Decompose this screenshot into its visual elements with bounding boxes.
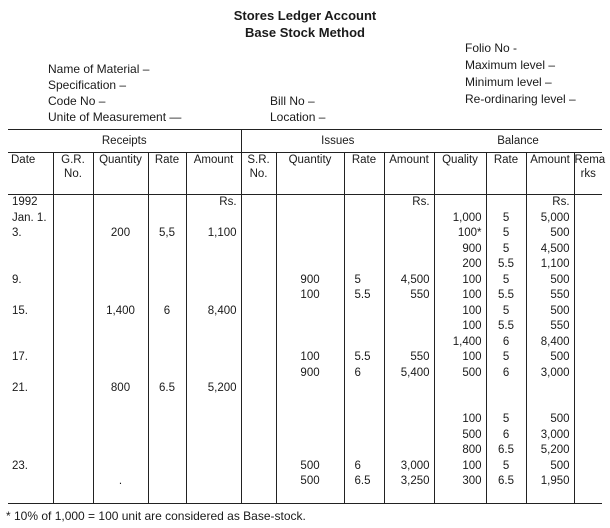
ledger-line-iss_amount xyxy=(385,443,434,459)
gr-cell xyxy=(53,195,93,504)
receipt-quantity-cell xyxy=(93,195,148,504)
ledger-line-rec_rate xyxy=(149,397,186,413)
ledger-line-bal_rate: 5 xyxy=(502,304,510,317)
ledger-line-rec_amount xyxy=(187,288,241,304)
ledger-line-iss_amount: Rs. xyxy=(412,196,430,208)
ledger-line-rec_amount xyxy=(187,412,241,428)
ledger-line-rec_qty xyxy=(94,397,148,413)
ledger-line-bal_qty: 100 xyxy=(462,413,482,425)
ledger-line-date: 9. xyxy=(12,273,22,286)
ledger-line-bal_amount: 500 xyxy=(550,351,570,363)
ledger-line-iss_rate: 6 xyxy=(354,459,361,472)
ledger-line-iss_amount: 3,250 xyxy=(400,475,430,487)
ledger-line-sr xyxy=(242,211,276,227)
ledger-line-rec_qty xyxy=(94,443,148,459)
ledger-line-rec_qty xyxy=(94,288,148,304)
document-subtitle: Base Stock Method xyxy=(245,25,365,40)
ledger-line-iss_amount xyxy=(385,257,434,273)
ledger-line-iss_qty xyxy=(277,319,344,335)
ledger-line-bal_qty: 100 xyxy=(462,459,482,472)
ledger-line-sr xyxy=(242,195,276,211)
ledger-line-iss_amount xyxy=(385,319,434,335)
ledger-line-rec_amount: Rs. xyxy=(219,196,237,208)
ledger-line-iss_amount xyxy=(385,211,434,227)
ledger-line-bal_amount: 1,950 xyxy=(540,475,570,487)
ledger-line-iss_qty xyxy=(277,242,344,258)
ledger-line-gr xyxy=(54,195,93,211)
ledger-line-sr xyxy=(242,226,276,242)
ledger-line-rec_rate: 5,5 xyxy=(159,227,175,239)
ledger-line-date xyxy=(8,335,53,351)
ledger-line-bal_amount: 3,000 xyxy=(540,366,570,379)
ledger-line-iss_amount: 550 xyxy=(410,289,430,301)
ledger-line-gr xyxy=(54,350,93,366)
ledger-line-date: 23. xyxy=(12,459,28,472)
col-receipt-rate: Rate xyxy=(148,153,186,195)
ledger-line-sr xyxy=(242,474,276,490)
ledger-line-rec_rate xyxy=(149,335,186,351)
ledger-line-sr xyxy=(242,288,276,304)
ledger-line-rec_amount xyxy=(187,443,241,459)
document-title: Stores Ledger Account xyxy=(233,8,377,23)
ledger-line-rec_rate xyxy=(149,211,186,227)
ledger-line-iss_amount xyxy=(385,412,434,428)
ledger-line-gr xyxy=(54,443,93,459)
ledger-line-bal_qty: 100 xyxy=(462,273,482,286)
ledger-line-remarks xyxy=(575,273,603,289)
ledger-line-gr xyxy=(54,366,93,382)
ledger-line-sr xyxy=(242,335,276,351)
ledger-line-iss_qty xyxy=(277,304,344,320)
col-remarks-line2: rks xyxy=(580,168,596,180)
ledger-line-rec_qty xyxy=(94,273,148,289)
ledger-line-remarks xyxy=(575,319,603,335)
ledger-line-iss_qty xyxy=(277,397,344,413)
ledger-line-iss_rate xyxy=(345,381,384,397)
ledger-line-rec_rate xyxy=(149,242,186,258)
ledger-line-sr xyxy=(242,242,276,258)
ledger-line-rec_qty xyxy=(94,195,148,211)
ledger-line-bal_amount: 1,100 xyxy=(540,258,570,270)
ledger-line-bal_amount xyxy=(527,397,574,413)
ledger-line-bal_qty xyxy=(435,195,486,211)
ledger-line-gr xyxy=(54,273,93,289)
ledger-line-bal_amount: Rs. xyxy=(552,196,570,208)
ledger-line-rec_amount xyxy=(187,397,241,413)
ledger-line-iss_rate xyxy=(345,443,384,459)
ledger-line-gr xyxy=(54,428,93,444)
ledger-line-bal_qty: 100 xyxy=(462,304,482,317)
col-balance-amount: Amount xyxy=(526,153,574,195)
date-cell xyxy=(8,195,53,504)
ledger-line-remarks xyxy=(575,366,603,382)
ledger-line-rec_qty xyxy=(94,350,148,366)
ledger-line-sr xyxy=(242,428,276,444)
folio-no-label: Folio No - xyxy=(465,41,518,55)
ledger-line-rec_rate xyxy=(149,459,186,475)
ledger-line-iss_amount xyxy=(385,428,434,444)
ledger-line-iss_qty xyxy=(277,211,344,227)
ledger-line-gr xyxy=(54,319,93,335)
ledger-line-rec_qty xyxy=(94,366,148,382)
col-issue-quantity: Quantity xyxy=(276,153,344,195)
ledger-line-rec_amount: 8,400 xyxy=(207,304,237,317)
ledger-line-bal_qty: 900 xyxy=(462,242,482,255)
ledger-line-iss_qty xyxy=(277,428,344,444)
ledger-line-bal_rate: 6 xyxy=(502,366,510,379)
ledger-line-gr xyxy=(54,288,93,304)
col-balance-rate: Rate xyxy=(486,153,526,195)
ledger-line-sr xyxy=(242,443,276,459)
ledger-line-bal_amount: 500 xyxy=(550,459,570,472)
receipts-group-header: Receipts xyxy=(8,130,241,153)
ledger-line-rec_amount xyxy=(187,428,241,444)
ledger-line-bal_amount: 500 xyxy=(550,227,570,239)
ledger-line-remarks xyxy=(575,381,603,397)
ledger-line-bal_amount: 500 xyxy=(550,413,570,425)
ledger-line-iss_amount: 4,500 xyxy=(400,273,430,286)
ledger-line-date: 17. xyxy=(12,351,28,363)
name-of-material-label: Name of Material – xyxy=(48,62,150,76)
ledger-line-date: 1992 xyxy=(12,196,38,208)
ledger-line-rec_qty xyxy=(94,257,148,273)
ledger-line-rec_qty: 800 xyxy=(110,382,131,394)
ledger-line-iss_qty xyxy=(277,257,344,273)
ledger-line-bal_rate: 5.5 xyxy=(498,289,515,301)
ledger-line-iss_amount xyxy=(385,304,434,320)
col-issue-rate: Rate xyxy=(344,153,384,195)
col-gr-no-line1: G.R. xyxy=(61,154,85,166)
ledger-line-bal_qty: 300 xyxy=(462,475,482,487)
ledger-line-rec_rate xyxy=(149,366,186,382)
location-label: Location – xyxy=(270,110,326,124)
col-sr-no-line2: No. xyxy=(249,168,268,180)
col-receipt-quantity: Quantity xyxy=(93,153,148,195)
ledger-line-remarks xyxy=(575,304,603,320)
ledger-line-bal_rate: 5.5 xyxy=(498,258,515,270)
code-no-label: Code No – xyxy=(48,94,106,108)
ledger-line-rec_qty xyxy=(94,412,148,428)
ledger-line-bal_rate: 6 xyxy=(502,335,510,348)
ledger-line-remarks xyxy=(575,226,603,242)
ledger-line-rec_rate xyxy=(149,412,186,428)
ledger-line-remarks xyxy=(575,474,603,490)
footnote: * 10% of 1,000 = 100 unit are considered as Base-stock. xyxy=(6,509,306,523)
issues-group-header: Issues xyxy=(241,130,434,153)
col-gr-no-line2: No. xyxy=(64,168,82,180)
ledger-line-date xyxy=(8,428,53,444)
issue-quantity-cell xyxy=(276,195,344,504)
ledger-line-bal_qty: 1,000 xyxy=(452,211,482,224)
ledger-line-gr xyxy=(54,304,93,320)
ledger-line-iss_rate xyxy=(345,195,384,211)
ledger-line-bal_amount: 4,500 xyxy=(540,242,570,255)
ledger-line-bal_qty xyxy=(435,397,486,413)
ledger-line-iss_rate xyxy=(345,335,384,351)
ledger-line-bal_rate: 5.5 xyxy=(498,320,515,332)
ledger-line-date xyxy=(8,366,53,382)
ledger-line-rec_amount xyxy=(187,350,241,366)
ledger-line-rec_amount xyxy=(187,273,241,289)
ledger-line-remarks xyxy=(575,397,603,413)
ledger-line-iss_rate: 5.5 xyxy=(354,289,371,301)
ledger-line-iss_qty xyxy=(277,226,344,242)
ledger-line-bal_rate: 5 xyxy=(502,242,510,255)
ledger-line-iss_rate: 6 xyxy=(354,366,361,379)
ledger-line-bal_qty: 200 xyxy=(462,258,482,270)
balance-rate-cell xyxy=(486,195,526,504)
ledger-line-bal_amount: 8,400 xyxy=(540,335,570,348)
ledger-line-remarks xyxy=(575,288,603,304)
ledger-line-bal_qty: 100 xyxy=(462,320,482,332)
ledger-line-sr xyxy=(242,366,276,382)
ledger-line-bal_qty: 1,400 xyxy=(452,335,482,348)
ledger-line-iss_rate xyxy=(345,304,384,320)
ledger-line-gr xyxy=(54,397,93,413)
ledger-line-sr xyxy=(242,459,276,475)
ledger-line-remarks xyxy=(575,412,603,428)
ledger-line-bal_qty: 500 xyxy=(462,366,482,379)
ledger-line-bal_amount: 5,200 xyxy=(540,444,570,456)
ledger-line-rec_rate xyxy=(149,257,186,273)
receipt-amount-cell xyxy=(186,195,241,504)
ledger-line-bal_amount: 5,000 xyxy=(540,211,570,224)
ledger-line-rec_amount: 1,100 xyxy=(207,227,237,239)
col-remarks xyxy=(574,153,606,195)
ledger-line-date: 15. xyxy=(12,304,28,317)
ledger-line-date xyxy=(8,288,53,304)
ledger-line-iss_rate xyxy=(345,412,384,428)
ledger-line-iss_amount xyxy=(385,381,434,397)
ledger-line-remarks xyxy=(575,211,603,227)
ledger-line-iss_rate xyxy=(345,242,384,258)
ledger-line-rec_rate: 6 xyxy=(163,304,171,317)
ledger-line-rec_rate xyxy=(149,288,186,304)
ledger-line-iss_qty xyxy=(277,195,344,211)
ledger-line-rec_qty xyxy=(94,242,148,258)
ledger-line-bal_rate xyxy=(487,195,526,211)
ledger-line-iss_qty: 100 xyxy=(300,289,320,301)
col-sr-no xyxy=(241,153,276,195)
ledger-line-date xyxy=(8,412,53,428)
ledger-line-sr xyxy=(242,319,276,335)
specification-label: Specification – xyxy=(48,78,127,92)
ledger-line-gr xyxy=(54,412,93,428)
issue-rate-cell xyxy=(344,195,384,504)
maximum-level-label: Maximum level – xyxy=(465,58,556,72)
ledger-line-iss_rate xyxy=(345,211,384,227)
ledger-line-gr xyxy=(54,381,93,397)
ledger-line-rec_rate xyxy=(149,443,186,459)
ledger-line-iss_qty xyxy=(277,412,344,428)
ledger-line-rec_qty xyxy=(94,319,148,335)
sr-cell xyxy=(241,195,276,504)
ledger-line-remarks xyxy=(575,257,603,273)
ledger-line-bal_amount: 550 xyxy=(550,320,570,332)
ledger-line-rec_rate xyxy=(149,195,186,211)
ledger-line-iss_amount xyxy=(385,335,434,351)
ledger-line-bal_qty: 100* xyxy=(457,227,482,239)
reordering-level-label: Re-ordinaring level – xyxy=(465,92,576,106)
ledger-line-bal_amount: 500 xyxy=(550,304,570,317)
col-remarks-line1: Rema xyxy=(574,154,606,166)
remarks-cell xyxy=(574,195,602,504)
ledger-line-bal_amount xyxy=(527,381,574,397)
ledger-line-bal_rate: 5 xyxy=(502,273,510,286)
ledger-line-bal_qty xyxy=(435,381,486,397)
issue-amount-cell xyxy=(384,195,434,504)
ledger-line-rec_amount xyxy=(187,459,241,475)
ledger-line-gr xyxy=(54,211,93,227)
ledger-line-sr xyxy=(242,397,276,413)
ledger-line-rec_amount: 5,200 xyxy=(207,382,237,394)
ledger-line-rec_qty xyxy=(94,459,148,475)
ledger-line-remarks xyxy=(575,335,603,351)
ledger-line-rec_qty xyxy=(94,428,148,444)
ledger-line-rec_qty xyxy=(94,211,148,227)
ledger-line-iss_amount: 3,000 xyxy=(400,459,430,472)
ledger-line-iss_rate xyxy=(345,257,384,273)
ledger-line-iss_qty xyxy=(277,443,344,459)
ledger-line-iss_qty xyxy=(277,335,344,351)
ledger-line-rec_amount xyxy=(187,319,241,335)
ledger-line-remarks xyxy=(575,459,603,475)
ledger-line-date: 3. xyxy=(12,227,22,239)
ledger-line-remarks xyxy=(575,242,603,258)
ledger-line-bal_qty: 100 xyxy=(462,289,482,301)
col-sr-no-line1: S.R. xyxy=(247,154,270,166)
ledger-line-date xyxy=(8,242,53,258)
ledger-line-bal_rate: 5 xyxy=(502,413,510,425)
ledger-line-bal_rate: 6.5 xyxy=(498,444,515,456)
ledger-line-rec_qty: 1,400 xyxy=(106,304,135,317)
ledger-line-rec_amount xyxy=(187,366,241,382)
ledger-line-rec_amount xyxy=(187,211,241,227)
ledger-line-iss_qty xyxy=(277,381,344,397)
ledger-line-iss_amount xyxy=(385,226,434,242)
minimum-level-label: Minimum level – xyxy=(465,75,552,89)
ledger-line-iss_amount: 5,400 xyxy=(400,366,430,379)
ledger-line-date: 21. xyxy=(12,382,28,394)
ledger-line-iss_qty: 500 xyxy=(300,459,320,472)
stores-ledger-table xyxy=(8,129,606,504)
ledger-line-rec_qty: . xyxy=(118,475,123,487)
ledger-line-gr xyxy=(54,474,93,490)
ledger-line-sr xyxy=(242,304,276,320)
ledger-line-rec_rate xyxy=(149,428,186,444)
balance-amount-cell xyxy=(526,195,574,504)
col-gr-no xyxy=(53,153,93,195)
ledger-line-bal_rate: 6 xyxy=(502,428,510,441)
ledger-line-bal_rate: 6.5 xyxy=(498,475,515,487)
ledger-line-sr xyxy=(242,412,276,428)
col-date: Date xyxy=(8,153,53,195)
receipt-rate-cell xyxy=(148,195,186,504)
ledger-line-date xyxy=(8,319,53,335)
ledger-line-gr xyxy=(54,257,93,273)
bill-no-label: Bill No – xyxy=(270,94,315,108)
ledger-line-remarks xyxy=(575,428,603,444)
ledger-line-iss_amount xyxy=(385,242,434,258)
ledger-line-sr xyxy=(242,381,276,397)
ledger-line-iss_rate xyxy=(345,428,384,444)
ledger-line-rec_rate xyxy=(149,273,186,289)
ledger-line-rec_rate: 6.5 xyxy=(159,382,175,394)
ledger-line-iss_rate xyxy=(345,397,384,413)
unit-of-measurement-label: Unite of Measurement — xyxy=(48,110,182,124)
ledger-line-rec_amount xyxy=(187,257,241,273)
ledger-line-bal_amount: 550 xyxy=(550,289,570,301)
ledger-line-date xyxy=(8,443,53,459)
ledger-line-iss_rate: 6.5 xyxy=(354,475,371,487)
ledger-line-sr xyxy=(242,350,276,366)
ledger-line-iss_amount: 550 xyxy=(410,351,430,363)
ledger-line-iss_rate: 5.5 xyxy=(354,351,371,363)
ledger-line-remarks xyxy=(575,195,603,211)
ledger-line-gr xyxy=(54,459,93,475)
ledger-line-rec_amount xyxy=(187,474,241,490)
ledger-line-iss_amount xyxy=(385,397,434,413)
ledger-line-gr xyxy=(54,242,93,258)
ledger-line-iss_rate xyxy=(345,226,384,242)
ledger-line-rec_amount xyxy=(187,335,241,351)
ledger-line-rec_rate xyxy=(149,474,186,490)
ledger-line-gr xyxy=(54,226,93,242)
ledger-line-bal_rate: 5 xyxy=(502,227,510,239)
balance-quantity-cell xyxy=(434,195,486,504)
ledger-line-date xyxy=(8,257,53,273)
ledger-line-sr xyxy=(242,273,276,289)
ledger-line-sr xyxy=(242,257,276,273)
ledger-line-bal_rate xyxy=(487,381,526,397)
ledger-line-remarks xyxy=(575,350,603,366)
ledger-body xyxy=(8,195,602,504)
ledger-line-iss_qty: 500 xyxy=(300,475,320,487)
ledger-line-bal_amount: 500 xyxy=(550,273,570,286)
ledger-line-bal_rate: 5 xyxy=(502,211,510,224)
ledger-line-iss_qty: 100 xyxy=(300,351,320,363)
ledger-line-bal_rate xyxy=(487,397,526,413)
ledger-line-date xyxy=(8,397,53,413)
ledger-line-bal_rate: 5 xyxy=(502,459,510,472)
ledger-line-date: Jan. 1. xyxy=(12,211,47,224)
ledger-line-iss_qty: 900 xyxy=(300,273,320,286)
ledger-line-bal_qty: 100 xyxy=(462,351,482,363)
col-balance-quantity: Quality xyxy=(434,153,486,195)
ledger-line-rec_qty xyxy=(94,335,148,351)
ledger-line-remarks xyxy=(575,443,603,459)
ledger-line-date xyxy=(8,474,53,490)
ledger-line-rec_qty: 200 xyxy=(110,227,131,239)
ledger-line-bal_qty: 500 xyxy=(462,428,482,441)
ledger-line-gr xyxy=(54,335,93,351)
ledger-line-rec_amount xyxy=(187,242,241,258)
ledger-line-rec_rate xyxy=(149,350,186,366)
ledger-line-iss_rate xyxy=(345,319,384,335)
ledger-line-rec_rate xyxy=(149,319,186,335)
ledger-line-bal_amount: 3,000 xyxy=(540,428,570,441)
ledger-line-bal_qty: 800 xyxy=(462,444,482,456)
col-receipt-amount: Amount xyxy=(186,153,241,195)
ledger-line-iss_qty: 900 xyxy=(300,366,320,379)
col-issue-amount: Amount xyxy=(384,153,434,195)
ledger-line-iss_rate: 5 xyxy=(354,273,361,286)
balance-group-header: Balance xyxy=(434,130,602,153)
ledger-line-bal_rate: 5 xyxy=(502,351,510,363)
